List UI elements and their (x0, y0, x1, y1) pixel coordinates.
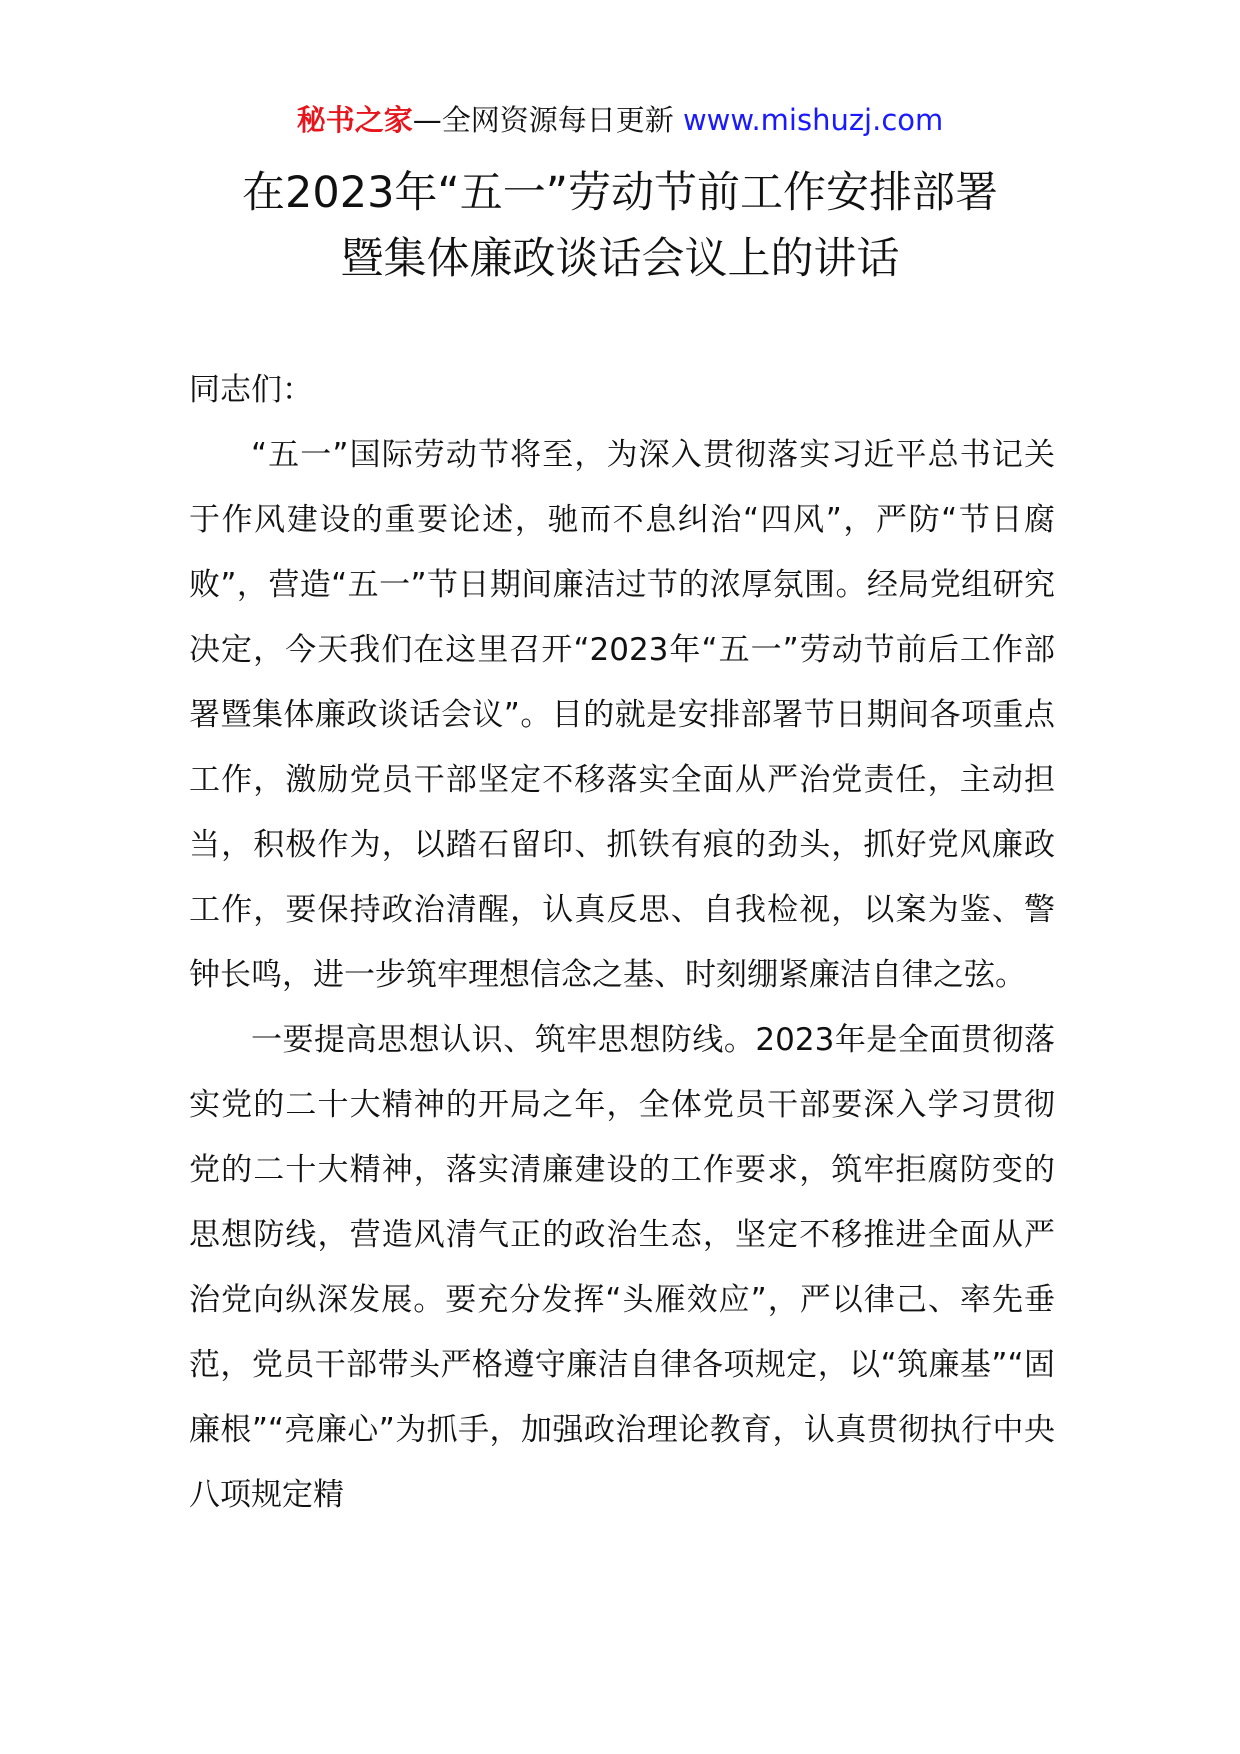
document-title (0, 160, 1240, 292)
brand-name: 秘书之家 (296, 103, 413, 137)
body-paragraph-1: “五一”国际劳动节将至，为深入贯彻落实习近平总书记关于作风建设的重要论述，驰而不息纠治“四风”，严防“节日腐败”，营造“五一”节日期间廉洁过节的浓厚氛围。经局党组研究决定，今天我们在这里召开“2023年“五一”劳动节前后工作部署暨集体廉政谈话会议”。目的就是安排部署节日期间各项重点工作，激励党员干部坚定不移落实全面从严治党责任，主动担当，积极作为，以踏石留印、抓铁有痕的劲头，抓好党风廉政工作，要保持政治清醒，认真反思、自我检视，以案为鉴、警钟长鸣，进一步筑牢理想信念之基、时刻绷紧廉洁自律之弦。 (189, 437, 1055, 993)
salutation: 同志们： (189, 372, 313, 408)
site-url-link[interactable]: www.mishuzj.com (682, 103, 944, 137)
header-banner (0, 100, 1240, 140)
header-tagline: —全网资源每日更新 (412, 103, 674, 137)
title-line-2: 暨集体廉政谈话会议上的讲话 (340, 234, 900, 284)
document-body (189, 358, 1055, 1528)
title-line-1: 在2023年“五一”劳动节前工作安排部署 (242, 168, 998, 218)
body-paragraph-2: 一要提高思想认识、筑牢思想防线。2023年是全面贯彻落实党的二十大精神的开局之年，全体党员干部要深入学习贯彻党的二十大精神，落实清廉建设的工作要求，筑牢拒腐防变的思想防线，营造风清气正的政治生态，坚定不移推进全面从严治党向纵深发展。要充分发挥“头雁效应”，严以律己、率先垂范，党员干部带头严格遵守廉洁自律各项规定，以“筑廉基”“固廉根”“亮廉心”为抓手，加强政治理论教育，认真贯彻执行中央八项规定精 (189, 1022, 1055, 1513)
